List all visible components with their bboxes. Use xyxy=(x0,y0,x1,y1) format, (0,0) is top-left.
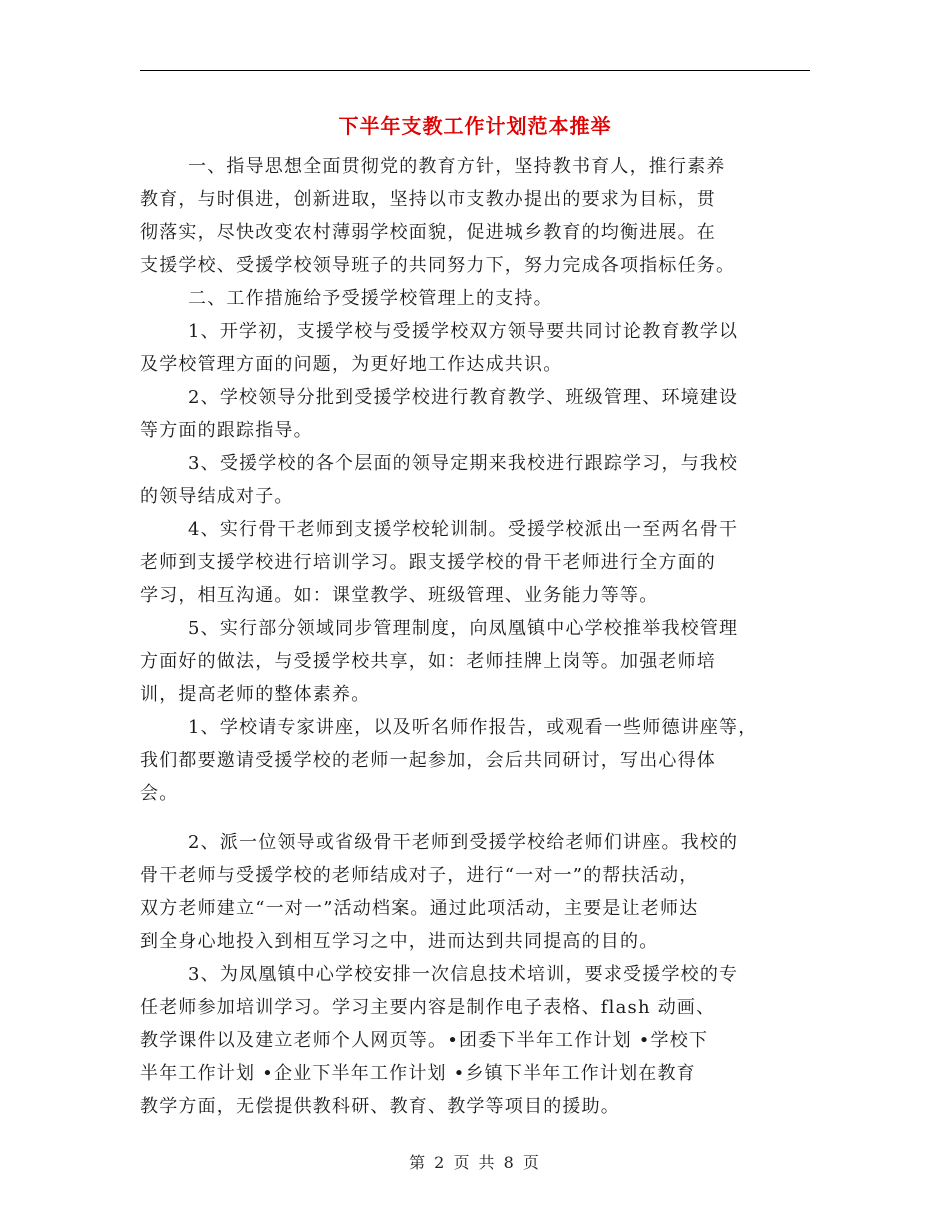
text-line: 2、派一位领导或省级骨干老师到受援学校给老师们讲座。我校的 xyxy=(188,832,739,853)
paragraph-item-1 xyxy=(140,315,815,381)
text-line: 任老师参加培训学习。学习主要内容是制作电子表格、flash 动画、 xyxy=(140,997,716,1018)
text-line: 会。 xyxy=(140,783,179,804)
text-line: 骨干老师与受援学校的老师结成对子，进行“一对一”的帮扶活动， xyxy=(140,865,699,886)
text-line: 到全身心地投入到相互学习之中，进而达到共同提高的目的。 xyxy=(140,931,659,952)
text-line: 教育，与时俱进，创新进取，坚持以市支教办提出的要求为目标，贯 xyxy=(140,189,716,210)
text-line: 老师到支援学校进行培训学习。跟支援学校的骨干老师进行全方面的 xyxy=(140,552,716,573)
text-line: 教学方面，无偿提供教科研、教育、教学等项目的援助。 xyxy=(140,1096,620,1117)
text-line: 方面好的做法，与受援学校共享，如：老师挂牌上岗等。加强老师培 xyxy=(140,651,716,672)
text-line: 3、受援学校的各个层面的领导定期来我校进行跟踪学习，与我校 xyxy=(188,453,739,474)
text-line: 1、学校请专家讲座，以及听名师作报告，或观看一些师德讲座等， xyxy=(188,717,758,738)
text-line: 及学校管理方面的问题，为更好地工作达成共识。 xyxy=(140,354,563,375)
header-rule xyxy=(140,70,810,71)
paragraph-subitem-2 xyxy=(140,826,815,958)
text-line: 二、工作措施给予受援学校管理上的支持。 xyxy=(188,288,553,309)
text-line: 训，提高老师的整体素养。 xyxy=(140,684,371,705)
document-title: 下半年支教工作计划范本推举 xyxy=(338,114,612,138)
text-line: 4、实行骨干老师到支援学校轮训制。受援学校派出一至两名骨干 xyxy=(188,519,739,540)
paragraph-item-3 xyxy=(140,447,815,513)
text-line: 2、学校领导分批到受援学校进行教育教学、班级管理、环境建设 xyxy=(188,387,739,408)
page-number-footer: 第 2 页 共 8 页 xyxy=(409,1153,541,1172)
text-line: 半年工作计划 •企业下半年工作计划 •乡镇下半年工作计划在教育 xyxy=(140,1063,696,1084)
text-line: 学习，相互沟通。如：课堂教学、班级管理、业务能力等等。 xyxy=(140,585,659,606)
paragraph-guiding-principles xyxy=(140,150,815,282)
text-line: 教学课件以及建立老师个人网页等。•团委下半年工作计划 •学校下 xyxy=(140,1030,709,1051)
text-line: 的领导结成对子。 xyxy=(140,486,294,507)
paragraph-subitem-1 xyxy=(140,711,815,810)
text-line: 5、实行部分领域同步管理制度，向凤凰镇中心学校推举我校管理 xyxy=(188,618,739,639)
paragraph-item-2 xyxy=(140,381,815,447)
text-line: 支援学校、受援学校领导班子的共同努力下，努力完成各项指标任务。 xyxy=(140,255,736,276)
document-body xyxy=(140,150,815,1123)
text-line: 双方老师建立“一对一”活动档案。通过此项活动，主要是让老师达 xyxy=(140,898,699,919)
text-line: 彻落实，尽快改变农村薄弱学校面貌，促进城乡教育的均衡进展。在 xyxy=(140,222,716,243)
paragraph-item-5 xyxy=(140,612,815,711)
text-line: 等方面的跟踪指导。 xyxy=(140,420,313,441)
paragraph-gap xyxy=(140,810,815,826)
text-line: 3、为凤凰镇中心学校安排一次信息技术培训，要求受援学校的专 xyxy=(188,964,739,985)
paragraph-work-measures xyxy=(140,282,815,315)
text-line: 1、开学初，支援学校与受援学校双方领导要共同讨论教育教学以 xyxy=(188,321,739,342)
paragraph-subitem-3 xyxy=(140,958,815,1123)
paragraph-item-4 xyxy=(140,513,815,612)
text-line: 一、指导思想全面贯彻党的教育方针，坚持教书育人，推行素养 xyxy=(188,156,726,177)
text-line: 我们都要邀请受援学校的老师一起参加，会后共同研讨，写出心得体 xyxy=(140,750,716,771)
